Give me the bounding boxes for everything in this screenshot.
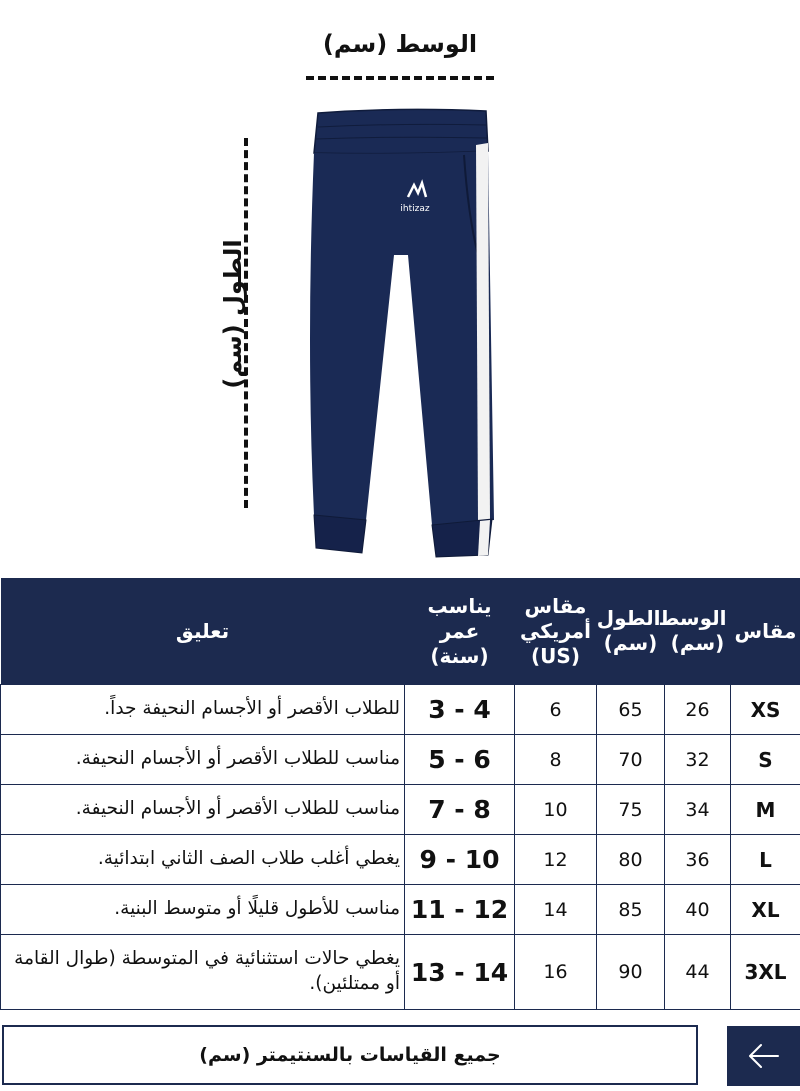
length-cell: 75 bbox=[597, 785, 665, 835]
length-cell: 65 bbox=[597, 685, 665, 735]
age-cell: 3 - 4 bbox=[405, 685, 515, 735]
header-age: يناسب عمر (سنة) bbox=[405, 578, 515, 685]
us-size-cell: 6 bbox=[515, 685, 597, 735]
age-cell: 11 - 12 bbox=[405, 885, 515, 935]
length-cell: 70 bbox=[597, 735, 665, 785]
length-measure-label: الطول (سم) bbox=[219, 239, 247, 389]
length-cell: 85 bbox=[597, 885, 665, 935]
table-row bbox=[1, 935, 800, 1010]
table-row bbox=[1, 685, 800, 735]
header-comment: تعليق bbox=[1, 578, 405, 685]
waist-cell: 36 bbox=[665, 835, 731, 885]
us-size-cell: 8 bbox=[515, 735, 597, 785]
table-row bbox=[1, 835, 800, 885]
comment-cell: مناسب للطلاب الأقصر أو الأجسام النحيفة. bbox=[1, 735, 405, 785]
us-size-cell: 14 bbox=[515, 885, 597, 935]
header-us-size: مقاس أمريكي (US) bbox=[515, 578, 597, 685]
size-cell: XS bbox=[731, 685, 800, 735]
comment-cell: للطلاب الأقصر أو الأجسام النحيفة جداً. bbox=[1, 685, 405, 735]
back-arrow-button[interactable] bbox=[727, 1026, 800, 1086]
age-cell: 7 - 8 bbox=[405, 785, 515, 835]
arrow-left-icon bbox=[747, 1042, 781, 1070]
size-cell: L bbox=[731, 835, 800, 885]
waist-cell: 26 bbox=[665, 685, 731, 735]
size-cell: S bbox=[731, 735, 800, 785]
header-size: مقاس bbox=[731, 578, 800, 685]
pants-illustration bbox=[300, 105, 505, 560]
comment-cell: مناسب للطلاب الأقصر أو الأجسام النحيفة. bbox=[1, 785, 405, 835]
length-cell: 80 bbox=[597, 835, 665, 885]
table-header-row bbox=[1, 578, 800, 685]
age-cell: 5 - 6 bbox=[405, 735, 515, 785]
waist-cell: 44 bbox=[665, 935, 731, 1010]
waist-cell: 32 bbox=[665, 735, 731, 785]
length-cell: 90 bbox=[597, 935, 665, 1010]
comment-cell: مناسب للأطول قليلًا أو متوسط البنية. bbox=[1, 885, 405, 935]
size-chart-table bbox=[0, 578, 800, 1010]
age-cell: 13 - 14 bbox=[405, 935, 515, 1010]
us-size-cell: 12 bbox=[515, 835, 597, 885]
waist-cell: 34 bbox=[665, 785, 731, 835]
size-cell: 3XL bbox=[731, 935, 800, 1010]
table-row bbox=[1, 885, 800, 935]
comment-cell: يغطي حالات استثنائية في المتوسطة (طوال القامة أو ممتلئين). bbox=[1, 935, 405, 1010]
size-cell: XL bbox=[731, 885, 800, 935]
waist-cell: 40 bbox=[665, 885, 731, 935]
us-size-cell: 16 bbox=[515, 935, 597, 1010]
brand-logo-text: ihtizaz bbox=[400, 204, 430, 214]
measurement-unit-note: جميع القياسات بالسنتيمتر (سم) bbox=[2, 1025, 698, 1085]
size-cell: M bbox=[731, 785, 800, 835]
waist-measure-label: الوسط (سم) bbox=[322, 30, 478, 58]
age-cell: 9 - 10 bbox=[405, 835, 515, 885]
table-row bbox=[1, 735, 800, 785]
waist-dashed-line bbox=[306, 76, 494, 80]
header-waist: الوسط (سم) bbox=[665, 578, 731, 685]
header-length: الطول (سم) bbox=[597, 578, 665, 685]
comment-cell: يغطي أغلب طلاب الصف الثاني ابتدائية. bbox=[1, 835, 405, 885]
us-size-cell: 10 bbox=[515, 785, 597, 835]
table-row bbox=[1, 785, 800, 835]
